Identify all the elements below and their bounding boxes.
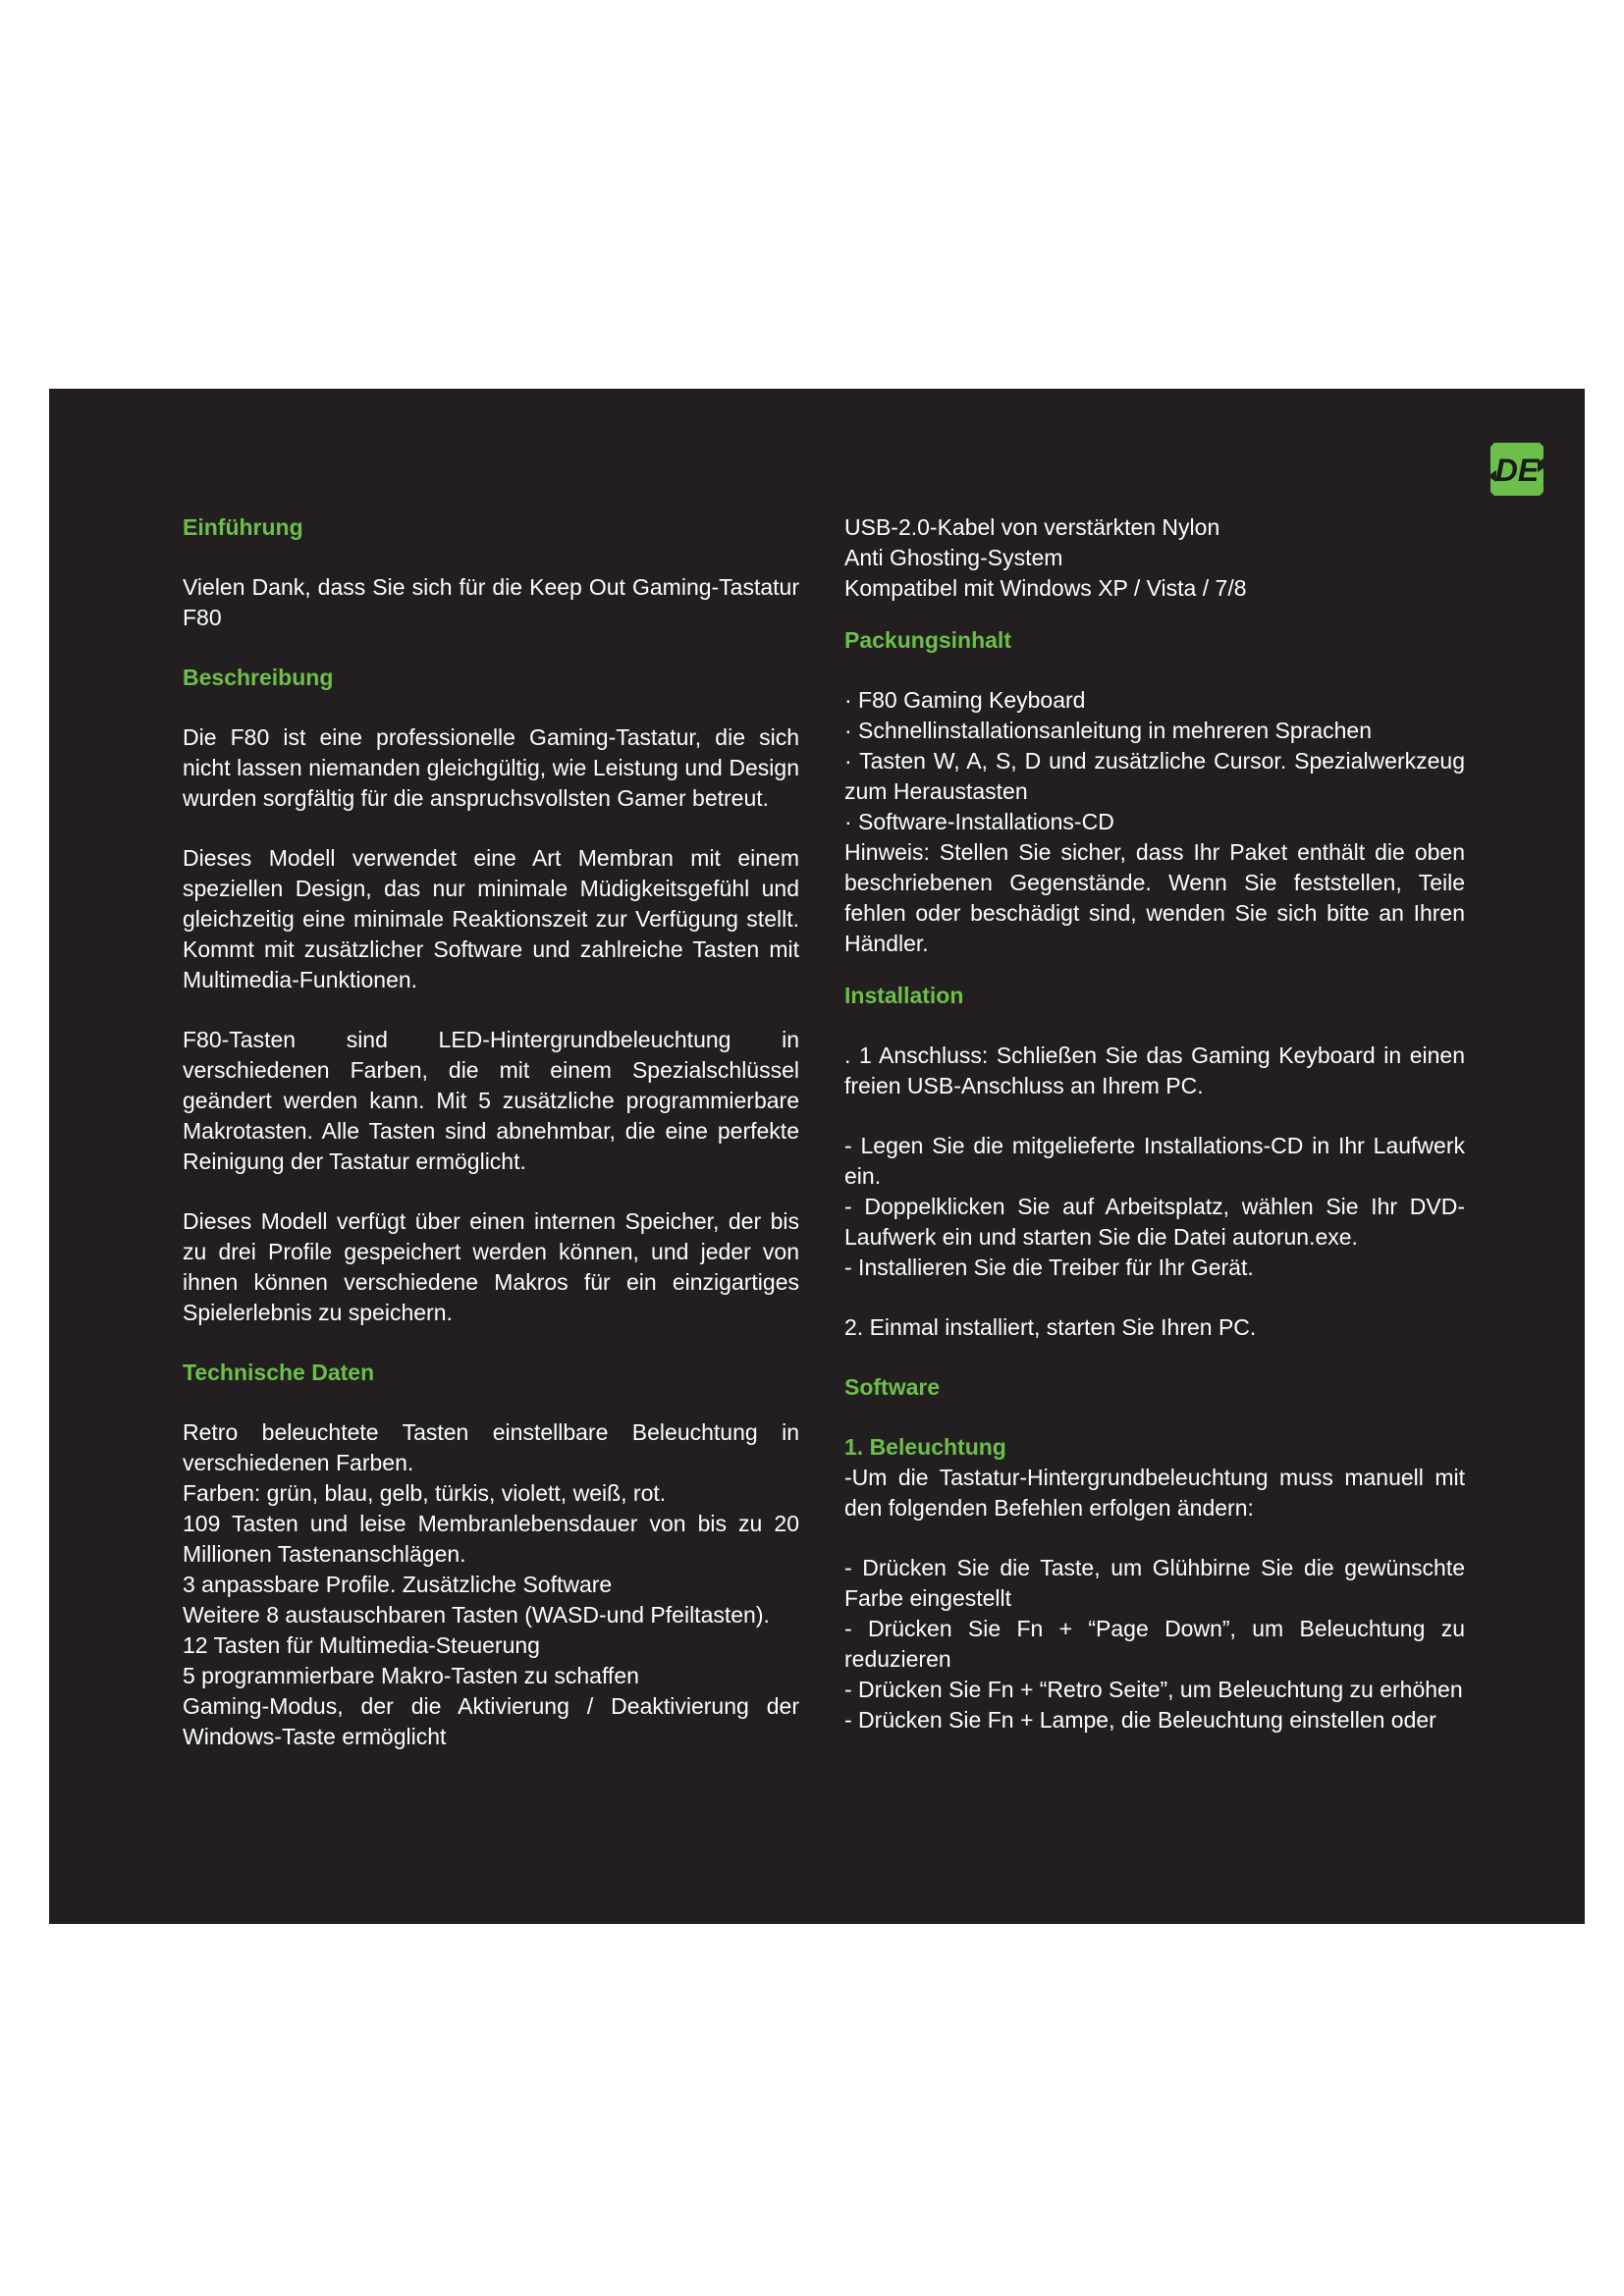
install-line: - Installieren Sie die Treiber für Ihr Gerät. [844,1255,1254,1280]
tech-spec-line: Gaming-Modus, der die Aktivierung / Deaktivierung der Windows-Taste ermöglicht [183,1693,799,1749]
install-steps-list [844,1131,1465,1283]
badge-label: DE [1494,453,1540,488]
section-heading-tech-specs: Technische Daten [183,1360,375,1385]
tech-specs-continued [844,512,1465,604]
tech-spec-line: Kompatibel mit Windows XP / Vista / 7/8 [844,575,1247,601]
description-paragraph-1: Die F80 ist eine professionelle Gaming-Tastatur, die sich nicht lassen niemanden gleichgültig, wie Leistung und Design wurden sorgfältig für die anspruchsvollsten Gamer betreut. [183,724,799,811]
sub-heading-lighting: 1. Beleuchtung [844,1434,1006,1460]
package-item: · Software-Installations-CD [844,809,1114,834]
intro-paragraph: Vielen Dank, dass Sie sich für die Keep Out Gaming-Tastatur F80 [183,574,799,630]
language-badge-de [1489,441,1545,498]
install-line: - Legen Sie die mitgelieferte Installations-CD in Ihr Laufwerk ein. [844,1133,1465,1189]
package-item: · Schnellinstallationsanleitung in mehreren Sprachen [844,718,1372,743]
lighting-line: - Drücken Sie die Taste, um Glühbirne Sie die gewünschte Farbe eingestellt [844,1555,1465,1611]
package-item: · Tasten W, A, S, D und zusätzliche Cursor. Spezialwerkzeug zum Heraustasten [844,748,1465,804]
tech-spec-line: Anti Ghosting-System [844,545,1063,570]
tech-spec-line: Farben: grün, blau, gelb, türkis, violett, weiß, rot. [183,1480,667,1506]
right-column [844,512,1465,1735]
section-heading-intro: Einführung [183,514,303,540]
tech-spec-line: Weitere 8 austauschbaren Tasten (WASD-und Pfeiltasten). [183,1602,770,1628]
tech-spec-line: 12 Tasten für Multimedia-Steuerung [183,1632,540,1658]
description-paragraph-4: Dieses Modell verfügt über einen internen Speicher, der bis zu drei Profile gespeichert werden können, und jeder von ihnen können verschiedene Makros für ein einzigartiges Spielerlebnis zu speichern. [183,1208,799,1325]
tech-spec-line: 5 programmierbare Makro-Tasten zu schaffen [183,1663,639,1688]
tech-spec-line: 109 Tasten und leise Membranlebensdauer von bis zu 20 Millionen Tastenanschlägen. [183,1511,799,1567]
tech-spec-line: Retro beleuchtete Tasten einstellbare Beleuchtung in verschiedenen Farben. [183,1419,799,1475]
section-heading-package: Packungsinhalt [844,627,1011,653]
install-step-2: 2. Einmal installiert, starten Sie Ihren PC. [844,1314,1257,1340]
description-paragraph-3: F80-Tasten sind LED-Hintergrundbeleuchtung in verschiedenen Farben, die mit einem Spezialschlüssel geändert werden kann. Mit 5 zusätzliche programmierbare Makrotasten. Alle Tasten sind abnehmbar, die eine perfekte Reinigung der Tastatur ermöglicht. [183,1027,799,1174]
tech-spec-line: USB-2.0-Kabel von verstärkten Nylon [844,514,1220,540]
install-line: - Doppelklicken Sie auf Arbeitsplatz, wählen Sie Ihr DVD-Laufwerk ein und starten Sie die Datei autorun.exe. [844,1194,1465,1250]
install-step-1: . 1 Anschluss: Schließen Sie das Gaming Keyboard in einen freien USB-Anschluss an Ihrem PC. [844,1042,1465,1098]
package-note: Hinweis: Stellen Sie sicher, dass Ihr Paket enthält die oben beschriebenen Gegenstände. Wenn Sie feststellen, Teile fehlen oder beschädigt sind, wenden Sie sich bitte an Ihren Händler. [844,839,1465,956]
section-heading-installation: Installation [844,983,964,1008]
package-contents-list [844,685,1465,959]
section-heading-software: Software [844,1374,941,1400]
lighting-line: - Drücken Sie Fn + “Retro Seite”, um Beleuchtung zu erhöhen [844,1677,1463,1702]
lighting-line: - Drücken Sie Fn + “Page Down”, um Beleuchtung zu reduzieren [844,1616,1465,1672]
package-item: · F80 Gaming Keyboard [844,687,1086,713]
lighting-line: - Drücken Sie Fn + Lampe, die Beleuchtung einstellen oder [844,1707,1436,1733]
left-column [183,512,799,1752]
tech-specs-list [183,1417,799,1752]
description-paragraph-2: Dieses Modell verwendet eine Art Membran mit einem speziellen Design, das nur minimale Müdigkeitsgefühl und gleichzeitig eine minimale Reaktionszeit zur Verfügung stellt. Kommt mit zusätzlicher Software und zahlreiche Tasten mit Multimedia-Funktionen. [183,845,799,992]
lighting-intro: -Um die Tastatur-Hintergrundbeleuchtung muss manuell mit den folgenden Befehlen erfolgen ändern: [844,1465,1465,1521]
section-heading-description: Beschreibung [183,665,334,690]
lighting-commands-list [844,1553,1465,1735]
tech-spec-line: 3 anpassbare Profile. Zusätzliche Software [183,1572,613,1597]
